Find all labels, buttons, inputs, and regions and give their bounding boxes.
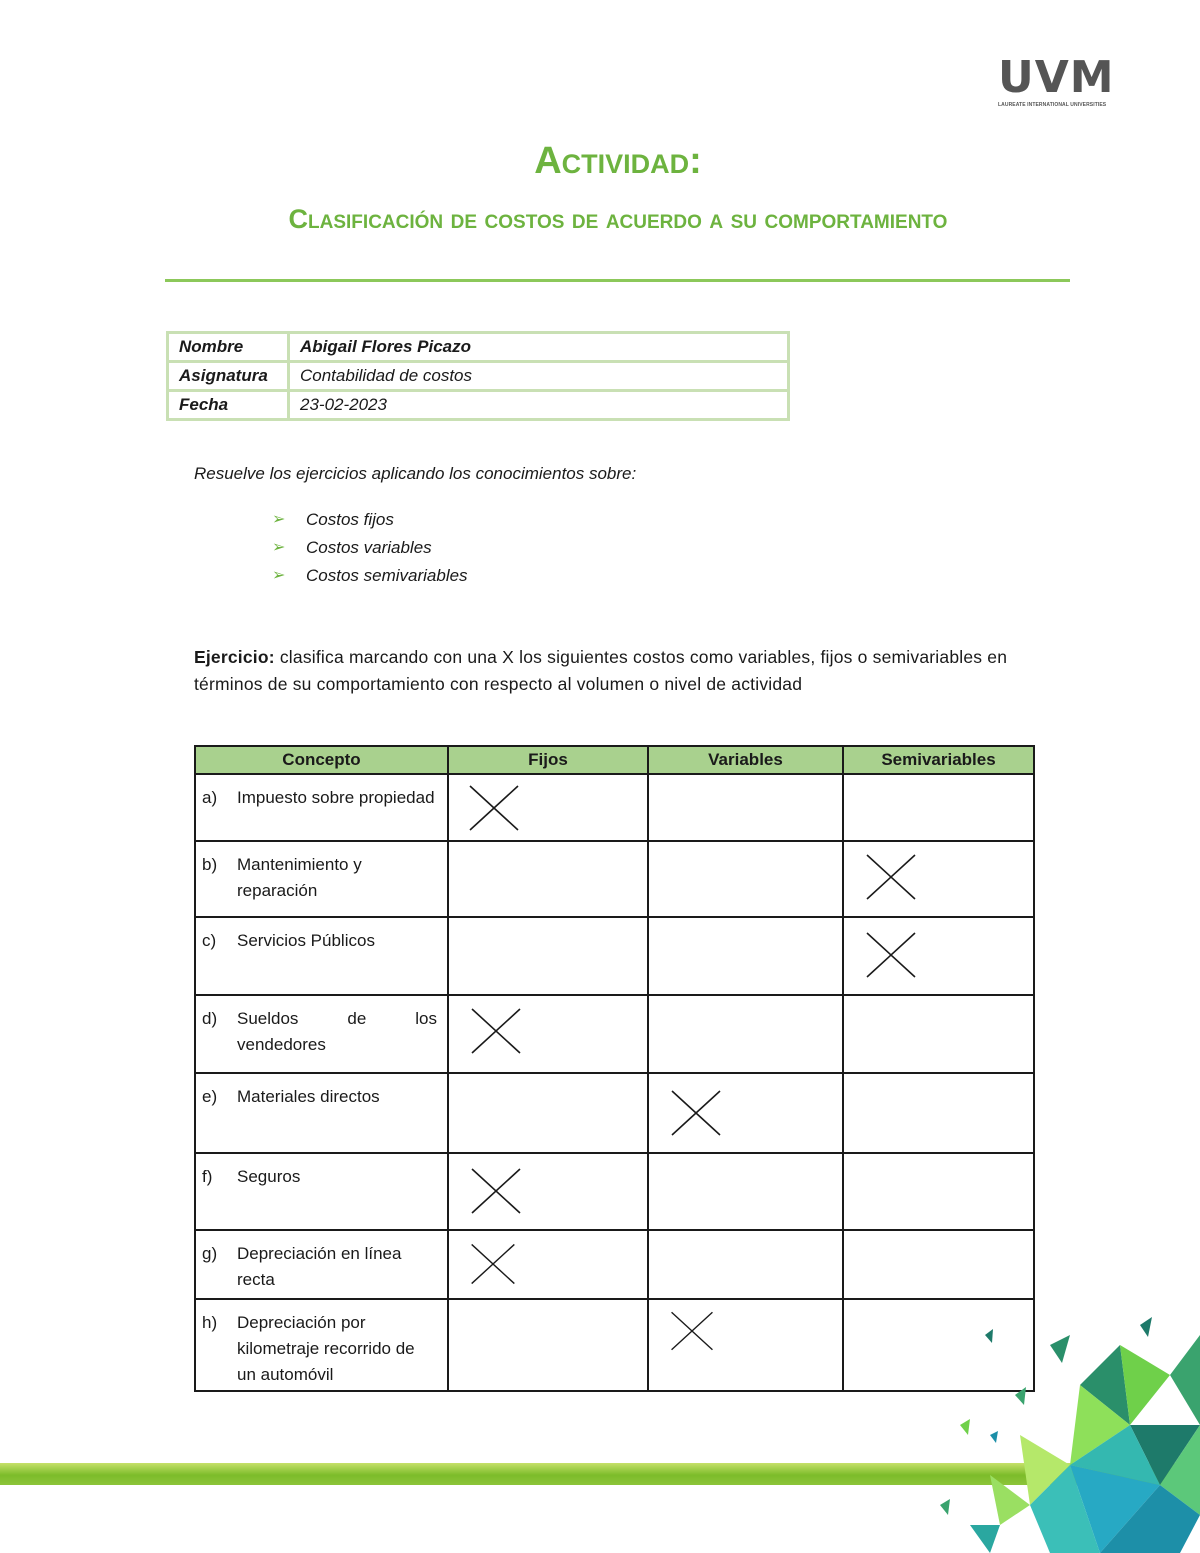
instructions-text: Resuelve los ejercicios aplicando los conocimientos sobre: [194, 464, 637, 483]
list-item [272, 534, 468, 562]
decorative-polygons-icon [930, 1315, 1200, 1553]
arrow-bullet-icon: ➢ [272, 539, 286, 556]
row-letter: h) [202, 1313, 218, 1332]
table-row [195, 774, 1034, 841]
fixed-cell [448, 1230, 648, 1299]
exercise-body: clasifica marcando con una X los siguientes costos como variables, fijos o semivariables en términos de su comportamiento con respecto al volumen o nivel de actividad [194, 647, 1008, 694]
x-mark-icon [864, 852, 918, 902]
table-row [195, 1073, 1034, 1153]
info-value-subject: Contabilidad de costos [289, 362, 789, 391]
concept-cell [195, 917, 448, 995]
info-row [168, 362, 789, 391]
row-letter: f) [202, 1167, 213, 1186]
arrow-bullet-icon: ➢ [272, 511, 286, 528]
concept-text: Mantenimiento y reparación [237, 855, 362, 900]
semivariable-cell [843, 774, 1034, 841]
concept-cell [195, 774, 448, 841]
activity-title: Actividad: [534, 140, 702, 182]
concept-text: Sueldos de los vendedores [237, 1009, 437, 1054]
info-row [168, 391, 789, 420]
x-mark-icon [469, 1241, 517, 1287]
concept-cell [195, 1299, 448, 1391]
fixed-cell [448, 917, 648, 995]
logo-subtitle: LAUREATE INTERNATIONAL UNIVERSITIES [998, 102, 1107, 108]
semivariable-cell [843, 841, 1034, 917]
info-row [168, 333, 789, 362]
fixed-cell [448, 1153, 648, 1230]
title-divider [165, 279, 1070, 282]
row-letter: b) [202, 855, 218, 874]
variable-cell [648, 1299, 843, 1391]
arrow-bullet-icon: ➢ [272, 567, 286, 584]
topic-label: Costos semivariables [306, 566, 468, 585]
fixed-cell [448, 774, 648, 841]
variable-cell [648, 1073, 843, 1153]
semivariable-cell [843, 995, 1034, 1073]
concept-text: Depreciación en línea recta [237, 1244, 402, 1289]
header-semivariable: Semivariables [843, 746, 1034, 774]
variable-cell [648, 841, 843, 917]
fixed-cell [448, 1073, 648, 1153]
info-value-date: 23-02-2023 [289, 391, 789, 420]
concept-text: Seguros [237, 1167, 301, 1186]
concept-cell [195, 1230, 448, 1299]
table-row [195, 995, 1034, 1073]
table-row [195, 917, 1034, 995]
topics-list [272, 506, 468, 590]
concept-cell [195, 995, 448, 1073]
x-mark-icon [669, 1088, 723, 1138]
fixed-cell [448, 995, 648, 1073]
x-mark-icon [864, 930, 918, 980]
row-letter: a) [202, 788, 218, 807]
fixed-cell [448, 1299, 648, 1391]
row-letter: g) [202, 1244, 218, 1263]
classification-table [194, 745, 1035, 1392]
header-fixed: Fijos [448, 746, 648, 774]
variable-cell [648, 1230, 843, 1299]
exercise-text [194, 644, 1074, 698]
list-item [272, 506, 468, 534]
semivariable-cell [843, 1153, 1034, 1230]
fixed-cell [448, 841, 648, 917]
list-item [272, 562, 468, 590]
concept-text: Servicios Públicos [237, 931, 375, 950]
info-value-name: Abigail Flores Picazo [289, 333, 789, 362]
table-header-row [195, 746, 1034, 774]
concept-cell [195, 1073, 448, 1153]
activity-subtitle: Clasificación de costos de acuerdo a su comportamiento [288, 204, 948, 234]
logo-mark: UVM [998, 52, 1115, 103]
uvm-logo [998, 52, 1120, 108]
x-mark-icon [467, 783, 521, 833]
topic-label: Costos fijos [306, 510, 394, 529]
concept-text: Depreciación por kilometraje recorrido de un automóvil [237, 1313, 415, 1384]
variable-cell [648, 917, 843, 995]
concept-text: Impuesto sobre propiedad [237, 788, 435, 807]
concept-cell [195, 1153, 448, 1230]
x-mark-icon [469, 1006, 523, 1056]
info-label-subject: Asignatura [168, 362, 289, 391]
x-mark-icon [669, 1308, 715, 1354]
exercise-label: Ejercicio: [194, 647, 275, 667]
row-letter: c) [202, 931, 217, 950]
student-info-table [166, 331, 790, 421]
topic-label: Costos variables [306, 538, 432, 557]
table-row [195, 1153, 1034, 1230]
semivariable-cell [843, 1073, 1034, 1153]
variable-cell [648, 1153, 843, 1230]
table-row [195, 1230, 1034, 1299]
info-label-name: Nombre [168, 333, 289, 362]
semivariable-cell [843, 1230, 1034, 1299]
concept-text: Materiales directos [237, 1087, 380, 1106]
row-letter: e) [202, 1087, 218, 1106]
variable-cell [648, 774, 843, 841]
variable-cell [648, 995, 843, 1073]
table-row [195, 1299, 1034, 1391]
info-label-date: Fecha [168, 391, 289, 420]
semivariable-cell [843, 917, 1034, 995]
x-mark-icon [469, 1166, 523, 1216]
table-row [195, 841, 1034, 917]
row-letter: d) [202, 1009, 218, 1028]
header-concept: Concepto [195, 746, 448, 774]
header-variable: Variables [648, 746, 843, 774]
concept-cell [195, 841, 448, 917]
